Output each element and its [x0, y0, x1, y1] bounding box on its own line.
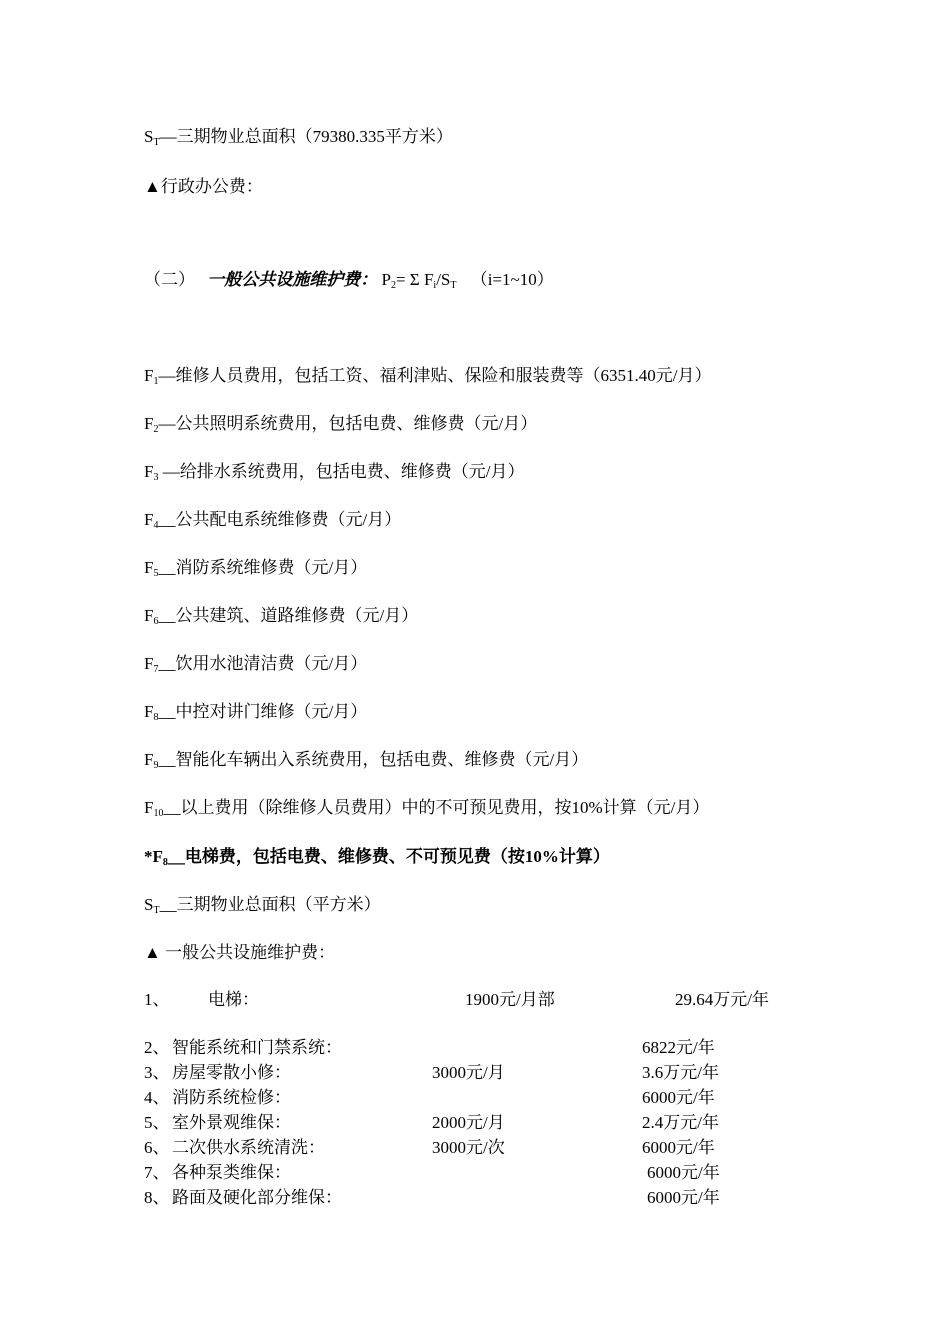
formula: $P_2= \Sigma$ $F_i/S_T$	[381, 270, 457, 291]
cost-item-number: 4、	[144, 1088, 170, 1107]
f-item-4: $F_4\_\_$公共配电系统维修费（元/月）	[144, 510, 402, 531]
cost-item-name: 智能系统和门禁系统：	[172, 1038, 342, 1057]
cost-item-monthly: 3000元/月	[432, 1063, 505, 1082]
cost-item-annual: 3.6万元/年	[642, 1063, 719, 1082]
cost-item-annual: 6822元/年	[642, 1038, 715, 1057]
cost-item-monthly: 3000元/次	[432, 1138, 505, 1157]
f8-elevator-line: $*F_8\_\_$电梯费，包括电费、维修费、不可预见费（按10%计算）	[144, 847, 610, 868]
st-area-line: $S_T\_\_$三期物业总面积（平方米）	[144, 895, 381, 916]
st-total-area-line: $S_T—$三期物业总面积（79380.335平方米）	[144, 127, 453, 148]
section-2-heading	[144, 270, 554, 290]
f-item-9: $F_9\_\_$智能化车辆出入系统费用，包括电费、维修费（元/月）	[144, 750, 589, 771]
section-number: （二）	[144, 270, 195, 289]
f-item-2: $F_2—$公共照明系统费用，包括电费、维修费（元/月）	[144, 414, 538, 435]
f-item-10: $F_{10}\_\_$以上费用（除维修人员费用）中的不可预见费用，按10%计算（元/月）	[144, 798, 710, 819]
f-item-7: $F_7\_\_$饮用水池清洁费（元/月）	[144, 654, 368, 675]
cost-item-annual: 6000元/年	[647, 1163, 720, 1182]
cost-item-number: 3、	[144, 1063, 170, 1082]
cost-item-annual: 29.64万元/年	[675, 990, 769, 1009]
cost-item-number: 2、	[144, 1038, 170, 1057]
formula-range: （i=1~10）	[470, 270, 554, 289]
cost-item-number: 1、	[144, 990, 170, 1009]
cost-item-number: 5、	[144, 1113, 170, 1132]
f-item-5: $F_5\_\_$消防系统维修费（元/月）	[144, 558, 368, 579]
cost-item-annual: 6000元/年	[647, 1188, 720, 1207]
cost-item-monthly: 2000元/月	[432, 1113, 505, 1132]
f-item-3: $F_3$ —给排水系统费用，包括电费、维修费（元/月）	[144, 462, 525, 483]
cost-item-name: 二次供水系统清洗：	[172, 1138, 325, 1157]
cost-item-annual: 6000元/年	[642, 1138, 715, 1157]
cost-item-name: 房屋零散小修：	[172, 1063, 291, 1082]
cost-item-number: 8、	[144, 1188, 170, 1207]
cost-item-name: 消防系统检修：	[172, 1088, 291, 1107]
cost-item-number: 7、	[144, 1163, 170, 1182]
cost-item-annual: 6000元/年	[642, 1088, 715, 1107]
cost-item-monthly: 1900元/月部	[465, 990, 555, 1009]
general-maintenance-heading: ▲ 一般公共设施维护费：	[144, 943, 336, 962]
cost-item-number: 6、	[144, 1138, 170, 1157]
f-item-8: $F_8\_\_$中控对讲门维修（元/月）	[144, 702, 368, 723]
cost-item-annual: 2.4万元/年	[642, 1113, 719, 1132]
cost-item-name: 电梯：	[208, 990, 259, 1009]
f-item-6: $F_6\_\_$公共建筑、道路维修费（元/月）	[144, 606, 419, 627]
cost-item-name: 路面及硬化部分维保：	[172, 1188, 342, 1207]
cost-item-name: 室外景观维保：	[172, 1113, 291, 1132]
section-title: 一般公共设施维护费：	[207, 270, 378, 289]
f-item-1: $F_1—$维修人员费用，包括工资、福利津贴、保险和服装费等（6351.40元/月）	[144, 366, 712, 387]
admin-office-heading: ▲行政办公费：	[144, 177, 263, 196]
cost-item-name: 各种泵类维保：	[172, 1163, 291, 1182]
